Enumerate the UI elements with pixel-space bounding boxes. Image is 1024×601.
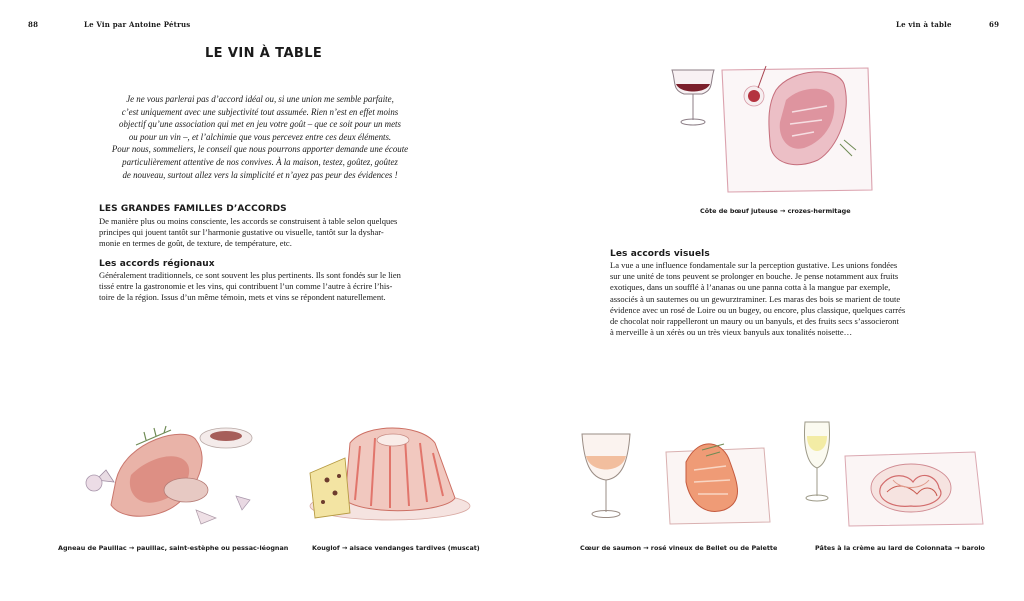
right-running-head: Le vin à table	[896, 20, 952, 29]
lamb-illustration	[76, 420, 256, 535]
paragraph-line: exotiques, dans un soufflé à l’ananas ou une panna cotta à la mangue par exemple,	[610, 282, 891, 293]
paragraph-line: de chocolat noir rappelleront un maury ou un banyuls, et des fruits secs s’associeront	[610, 316, 899, 327]
caption-kouglof: Kouglof → alsace vendanges tardives (muscat)	[312, 544, 480, 552]
intro-line: particulièrement attentive de nos convives. À la maison, testez, goûtez, goûtez	[122, 156, 398, 167]
section-paragraph-accords-visuels	[610, 260, 905, 338]
section-paragraph-grandes-familles	[99, 216, 397, 250]
paragraph-line: à merveille à un xérès ou un très vieux banyuls aux tonalités noisette…	[610, 327, 853, 338]
intro-line: Je ne vous parlerai pas d’accord idéal ou, si une union me semble parfaite,	[126, 94, 394, 104]
right-page	[512, 0, 1024, 601]
section-heading-accords-regionaux: Les accords régionaux	[99, 259, 215, 269]
paragraph-line: associés à un sauternes ou un gewurztraminer. Les maras des bois se marient de toute	[610, 293, 901, 304]
page-title: LE VIN À TABLE	[205, 46, 323, 61]
paragraph-line: monie en termes de goût, de texture, de température, etc.	[99, 238, 292, 249]
paragraph-line: La vue a une influence fondamentale sur la perception gustative. Les unions fondées	[610, 260, 898, 270]
intro-line: objectif qu’une association qui met en jeu votre goût – que ce soit pour un mets	[119, 119, 401, 130]
intro-paragraph	[100, 93, 420, 181]
pasta-illustration	[797, 416, 992, 532]
right-folio-number: 69	[989, 20, 1000, 29]
intro-line: Pour nous, sommeliers, le conseil que nous pourrons apporter demande une écoute	[111, 144, 409, 155]
section-heading-grandes-familles: LES GRANDES FAMILLES D’ACCORDS	[99, 204, 287, 214]
paragraph-line: sur une unité de tons peuvent se prolonger en bouche. Je pense notamment aux fruits	[610, 271, 899, 282]
caption-beef: Côte de bœuf juteuse → crozes-hermitage	[700, 207, 851, 215]
salmon-illustration	[574, 422, 774, 532]
beef-illustration	[662, 60, 892, 200]
kouglof-illustration	[305, 418, 475, 533]
caption-salmon: Cœur de saumon → rosé vineux de Bellet ou de Palette	[580, 544, 778, 552]
caption-pasta: Pâtes à la crème au lard de Colonnata → barolo	[815, 544, 985, 552]
paragraph-line: évidence avec un rosé de Loire ou un bugey, ou encore, plus classique, quelques carrés	[610, 304, 906, 315]
paragraph-line: toire de la région. Issus d’un même témoin, mets et vins se répondent naturellement.	[99, 292, 386, 303]
paragraph-line: tissé entre la gastronomie et les vins, qui contribuent l’un comme l’autre à écrire l’his-	[99, 281, 393, 292]
intro-line: de nouveau, surtout allez vers la simplicité et n’ayez pas peur des évidences !	[122, 169, 398, 180]
paragraph-line: Généralement traditionnels, ce sont souvent les plus pertinents. Ils sont fondés sur le lien	[99, 270, 401, 280]
left-folio-number: 88	[28, 20, 39, 29]
section-paragraph-accords-regionaux	[99, 270, 401, 304]
paragraph-line: De manière plus ou moins consciente, les accords se construisent à table selon quelques	[99, 216, 398, 226]
left-running-head: Le Vin par Antoine Pétrus	[84, 20, 191, 29]
intro-line: ou pour un vin –, et l’alchimie que vous percevez entre ces deux éléments.	[128, 131, 392, 142]
section-heading-accords-visuels: Les accords visuels	[610, 249, 710, 259]
intro-line: c’est uniquement avec une subjectivité tout assumée. Rien n’est en effet moins	[121, 106, 399, 117]
paragraph-line: principes qui jouent tantôt sur l’harmonie gustative ou visuelle, tantôt sur la dyshar-	[99, 227, 384, 238]
caption-lamb: Agneau de Pauillac → pauillac, saint-estèphe ou pessac-léognan	[58, 544, 289, 552]
